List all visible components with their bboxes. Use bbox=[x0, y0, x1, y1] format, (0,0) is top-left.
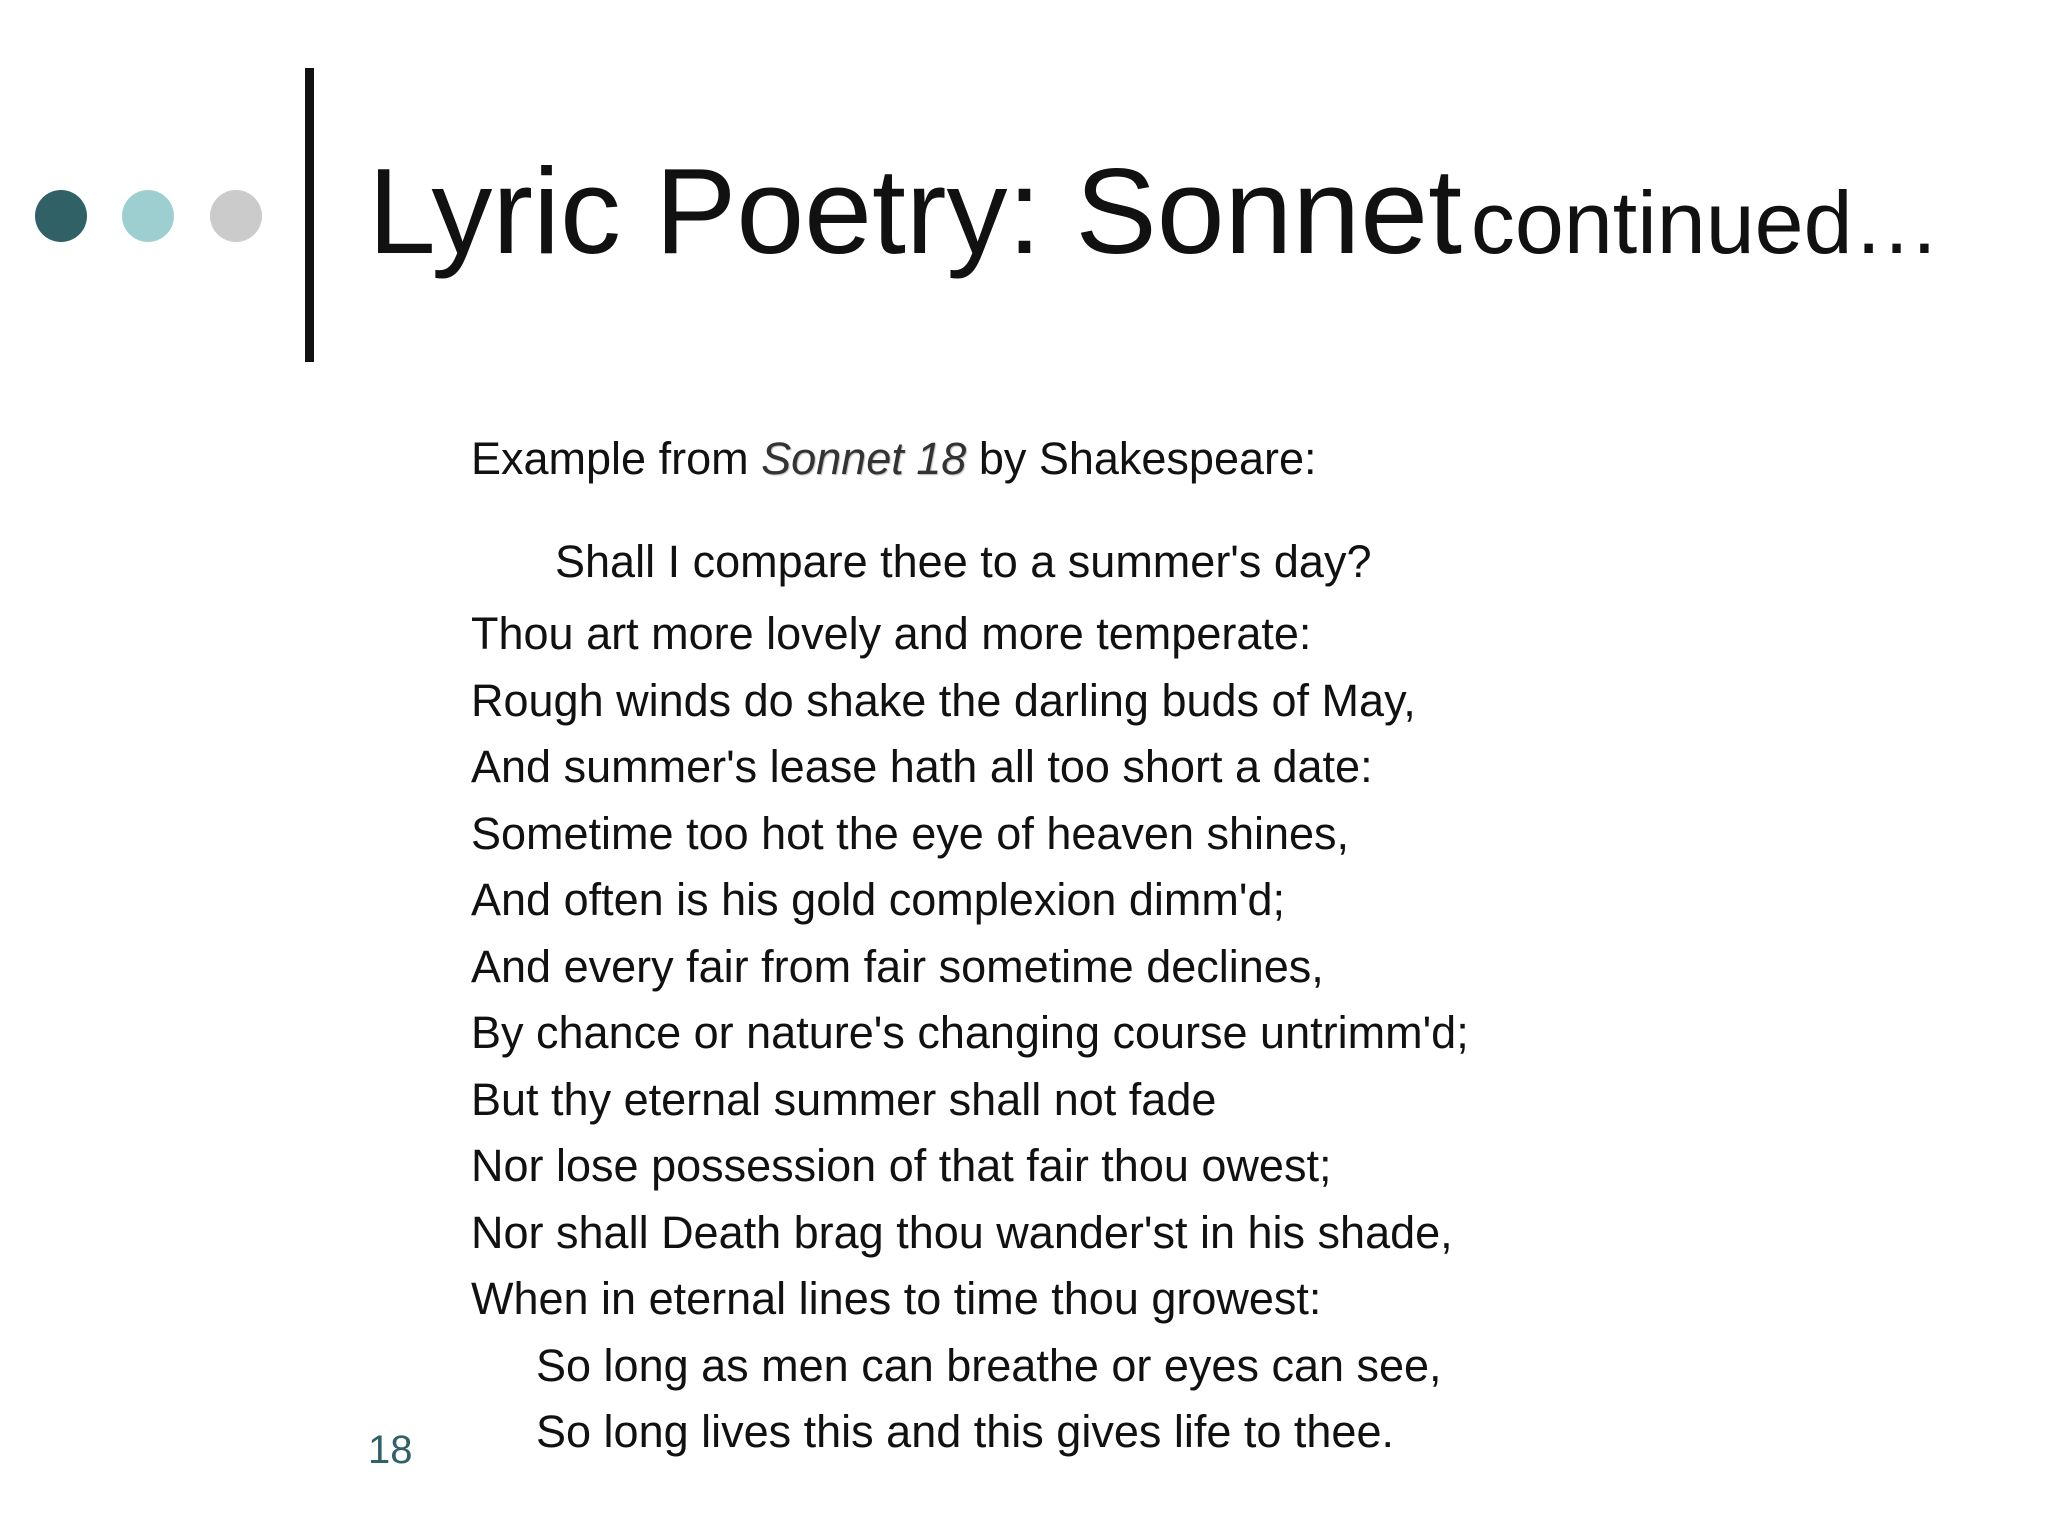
work-title: Sonnet 18 bbox=[761, 433, 967, 484]
poem-line: Sometime too hot the eye of heaven shines, bbox=[471, 807, 1350, 859]
decorative-dot-dark bbox=[35, 190, 87, 242]
poem-line: And summer's lease hath all too short a date: bbox=[471, 741, 1373, 792]
intro-suffix: by Shakespeare: bbox=[978, 433, 1317, 484]
decorative-dot-gray bbox=[210, 190, 262, 242]
poem-line: But thy eternal summer shall not fade bbox=[471, 1073, 1217, 1125]
title-divider bbox=[305, 68, 314, 362]
example-intro bbox=[471, 426, 1951, 493]
slide-number: 18 bbox=[368, 1428, 413, 1472]
poem-line: So long as men can breathe or eyes can see, bbox=[536, 1339, 1442, 1391]
poem-line: When in eternal lines to time thou growest: bbox=[471, 1273, 1322, 1324]
poem-line: By chance or nature's changing course untrimm'd; bbox=[471, 1007, 1469, 1058]
poem-line: Nor shall Death brag thou wander'st in his shade, bbox=[471, 1206, 1453, 1258]
slide-title bbox=[368, 143, 1941, 279]
poem-line: So long lives this and this gives life to thee. bbox=[536, 1406, 1394, 1457]
poem-line: Shall I compare thee to a summer's day? bbox=[555, 535, 1372, 587]
poem-line: Rough winds do shake the darling buds of May, bbox=[471, 674, 1416, 726]
decorative-dot-light bbox=[122, 190, 174, 242]
poem-line: Nor lose possession of that fair thou owest; bbox=[471, 1140, 1332, 1191]
sonnet-text bbox=[471, 529, 1951, 1466]
intro-prefix: Example from bbox=[471, 433, 749, 484]
slide-title-main: Lyric Poetry: Sonnet bbox=[368, 143, 1463, 279]
slide-title-suffix: continued… bbox=[1470, 173, 1941, 272]
poem-line: Thou art more lovely and more temperate: bbox=[471, 608, 1312, 659]
poem-line: And often is his gold complexion dimm'd; bbox=[471, 874, 1285, 925]
slide-content bbox=[471, 426, 1951, 1466]
poem-line: And every fair from fair sometime declines, bbox=[471, 940, 1324, 992]
